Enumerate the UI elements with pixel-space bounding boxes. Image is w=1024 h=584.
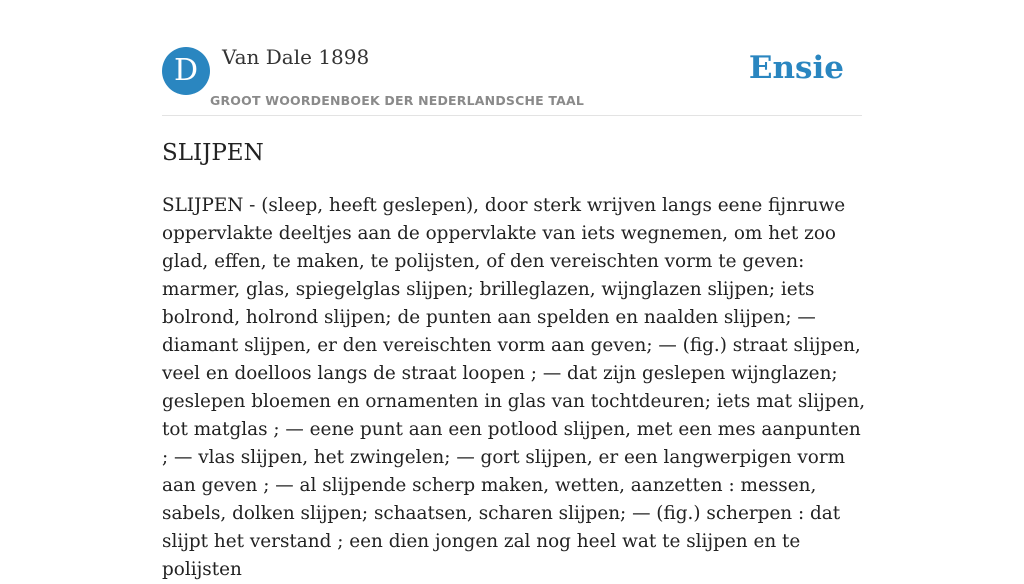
- brand-logo[interactable]: Ensie: [748, 50, 844, 86]
- dictionary-page: [162, 0, 866, 580]
- entry-definition: SLIJPEN - (sleep, heeft geslepen), door sterk wrijven langs eene fijnruwe oppervlakte deeltjes aan de oppervlakte van iets wegnemen, om het zoo glad, effen, te maken, te polijsten, of den vereischten vorm te geven: marmer, glas, spiegelglas slijpen; brilleglazen, wijnglazen slijpen; iets bolrond, holrond slijpen; de punten aan spelden en naalden slijpen; — diamant slijpen, er den vereischten vorm aan geven; — (fig.) straat slijpen, veel en doelloos langs de straat loopen ; — dat zijn geslepen wijnglazen; geslepen bloemen en ornamenten in glas van tochtdeuren; iets mat slijpen, tot matglas ; — eene punt aan een potlood slijpen, met een mes aanpunten ; — vlas slijpen, het zwingelen; — gort slijpen, er een langwerpigen vorm aan geven ; — al slijpende scherp maken, wetten, aanzetten : messen, sabels, dolken slijpen; schaatsen, scharen slijpen; — (fig.) scherpen : dat slijpt het verstand ; een dien jongen zal nog heel wat te slijpen en te polijsten: [162, 195, 866, 580]
- source-header: [162, 0, 862, 116]
- entry-title: SLIJPEN: [162, 140, 264, 166]
- source-logo[interactable]: D: [162, 47, 210, 95]
- source-title[interactable]: Van Dale 1898: [222, 45, 370, 69]
- source-subtitle: GROOT WOORDENBOEK DER NEDERLANDSCHE TAAL: [210, 93, 585, 108]
